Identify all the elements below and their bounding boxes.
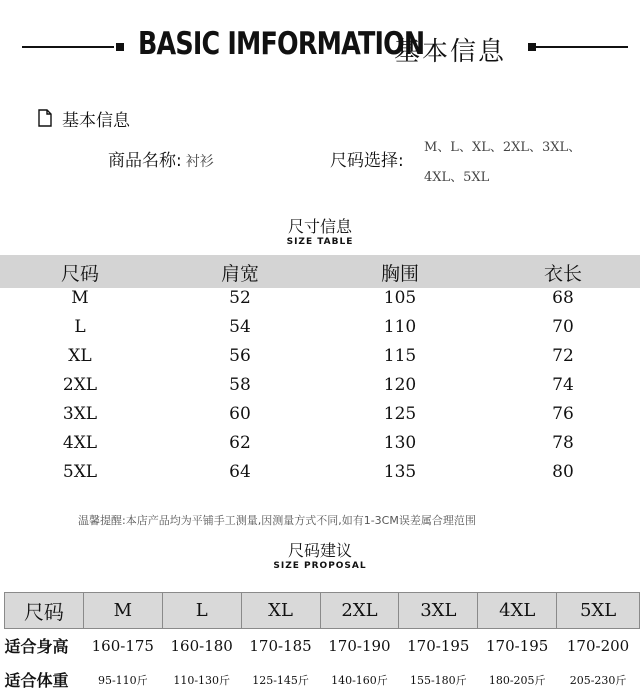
- page-header: [0, 24, 640, 70]
- measurement-note: 温馨提醒:本店产品均为平铺手工测量,因测量方式不同,如有1-3CM误差属合理范围: [78, 514, 476, 527]
- size-table-header-cell: 衣长: [543, 263, 582, 285]
- size-table-row: [0, 317, 640, 346]
- size-table-row: [0, 462, 640, 491]
- size-table-cell: M: [71, 288, 89, 308]
- product-name: [108, 146, 214, 171]
- header-left-line: [22, 46, 114, 48]
- size-table-row: [0, 288, 640, 317]
- size-table-row: [0, 433, 640, 462]
- basic-info-heading-text: 基本信息: [62, 110, 130, 131]
- size-select-label: 尺码选择:: [330, 151, 404, 171]
- size-proposal-cell: 160-175: [91, 636, 154, 655]
- header-title-en: BASIC IMFORMATION: [138, 26, 425, 62]
- size-proposal-header-cell: 5XL: [557, 593, 640, 629]
- size-proposal-cell: 205-230斤: [569, 673, 627, 687]
- size-table-cell: 105: [383, 288, 417, 308]
- size-proposal-header-cell: 尺码: [5, 593, 84, 629]
- size-table-cell: 56: [229, 346, 251, 366]
- size-proposal-cell: 95-110斤: [97, 673, 148, 687]
- size-table-cell: L: [74, 317, 86, 337]
- size-table-cell: 115: [383, 346, 417, 366]
- size-proposal-cell: 160-180: [170, 636, 233, 655]
- size-table-cell: 5XL: [62, 462, 98, 482]
- header-right-line: [536, 46, 628, 48]
- size-proposal-header-cell: XL: [241, 593, 320, 629]
- size-proposal-cell: 110-130斤: [173, 673, 231, 687]
- size-table-row: [0, 375, 640, 404]
- size-proposal-table: [4, 592, 640, 696]
- size-proposal-row-label: 适合身高: [4, 637, 69, 657]
- header-left-square: [116, 43, 124, 51]
- size-proposal-subtitle: SIZE PROPOSAL: [273, 561, 367, 571]
- size-table-header: [0, 255, 640, 288]
- size-table-header-cell: 尺码: [60, 263, 99, 285]
- size-table-cell: 70: [552, 317, 574, 337]
- size-proposal-cell: 170-200: [566, 636, 630, 655]
- size-proposal-weight-row: [5, 663, 640, 696]
- size-table-subtitle: SIZE TABLE: [286, 237, 354, 247]
- size-proposal-header-cell: 2XL: [320, 593, 399, 629]
- size-proposal-row-label: 适合体重: [4, 671, 69, 690]
- product-name-label: 商品名称:: [108, 151, 182, 171]
- size-table-cell: 80: [552, 462, 574, 482]
- size-proposal-cell: 170-195: [407, 636, 470, 655]
- size-table-cell: 3XL: [62, 404, 98, 424]
- size-table-cell: XL: [68, 346, 92, 366]
- size-table-cell: 52: [229, 288, 251, 308]
- size-proposal-cell: 170-195: [486, 636, 549, 655]
- size-table-cell: 74: [552, 375, 574, 395]
- size-table-cell: 60: [229, 404, 251, 424]
- size-proposal-header-cell: L: [162, 593, 241, 629]
- size-select: [330, 146, 404, 171]
- size-table-cell: 68: [552, 288, 574, 308]
- size-table-header-cell: 胸围: [380, 263, 419, 285]
- size-proposal-cell: 170-185: [249, 636, 312, 655]
- size-table-cell: 2XL: [62, 375, 98, 395]
- size-table-row: [0, 346, 640, 375]
- size-table-cell: 4XL: [62, 433, 98, 453]
- size-table-row: [0, 404, 640, 433]
- size-proposal-cell: 180-205斤: [488, 673, 546, 687]
- size-proposal-header-cell: 4XL: [478, 593, 557, 629]
- size-options-line2: 4XL、5XL: [424, 170, 490, 185]
- basic-info-heading: [38, 107, 130, 129]
- size-table-header-cell: 肩宽: [220, 263, 259, 285]
- size-proposal-cell: 155-180斤: [409, 673, 467, 687]
- size-options-line1: M、L、XL、2XL、3XL、: [424, 140, 582, 155]
- size-proposal-cell: 125-145斤: [252, 673, 309, 687]
- size-proposal-header-row: [5, 593, 640, 629]
- product-name-value: 衬衫: [185, 154, 214, 170]
- size-proposal-header-cell: M: [83, 593, 162, 629]
- size-proposal-title: 尺码建议: [287, 541, 352, 560]
- size-table-cell: 78: [552, 433, 574, 453]
- size-table-cell: 64: [229, 462, 251, 482]
- size-table-cell: 120: [383, 375, 417, 395]
- size-proposal-header-cell: 3XL: [399, 593, 478, 629]
- size-table-cell: 58: [229, 375, 251, 395]
- size-table-cell: 72: [552, 346, 574, 366]
- size-table-cell: 130: [383, 433, 417, 453]
- size-proposal-height-row: [5, 629, 640, 663]
- size-table-cell: 54: [229, 317, 251, 337]
- header-right-square: [528, 43, 536, 51]
- size-table-cell: 125: [383, 404, 417, 424]
- size-table-cell: 110: [383, 317, 417, 337]
- size-proposal-cell: 140-160斤: [331, 673, 388, 687]
- size-table-cell: 135: [383, 462, 417, 482]
- header-title-cn: 基本信息: [394, 37, 507, 67]
- document-icon: [38, 109, 52, 127]
- size-table-cell: 76: [552, 404, 574, 424]
- size-proposal-cell: 170-190: [328, 636, 391, 655]
- size-table-cell: 62: [229, 433, 251, 453]
- size-table-title: 尺寸信息: [287, 217, 352, 236]
